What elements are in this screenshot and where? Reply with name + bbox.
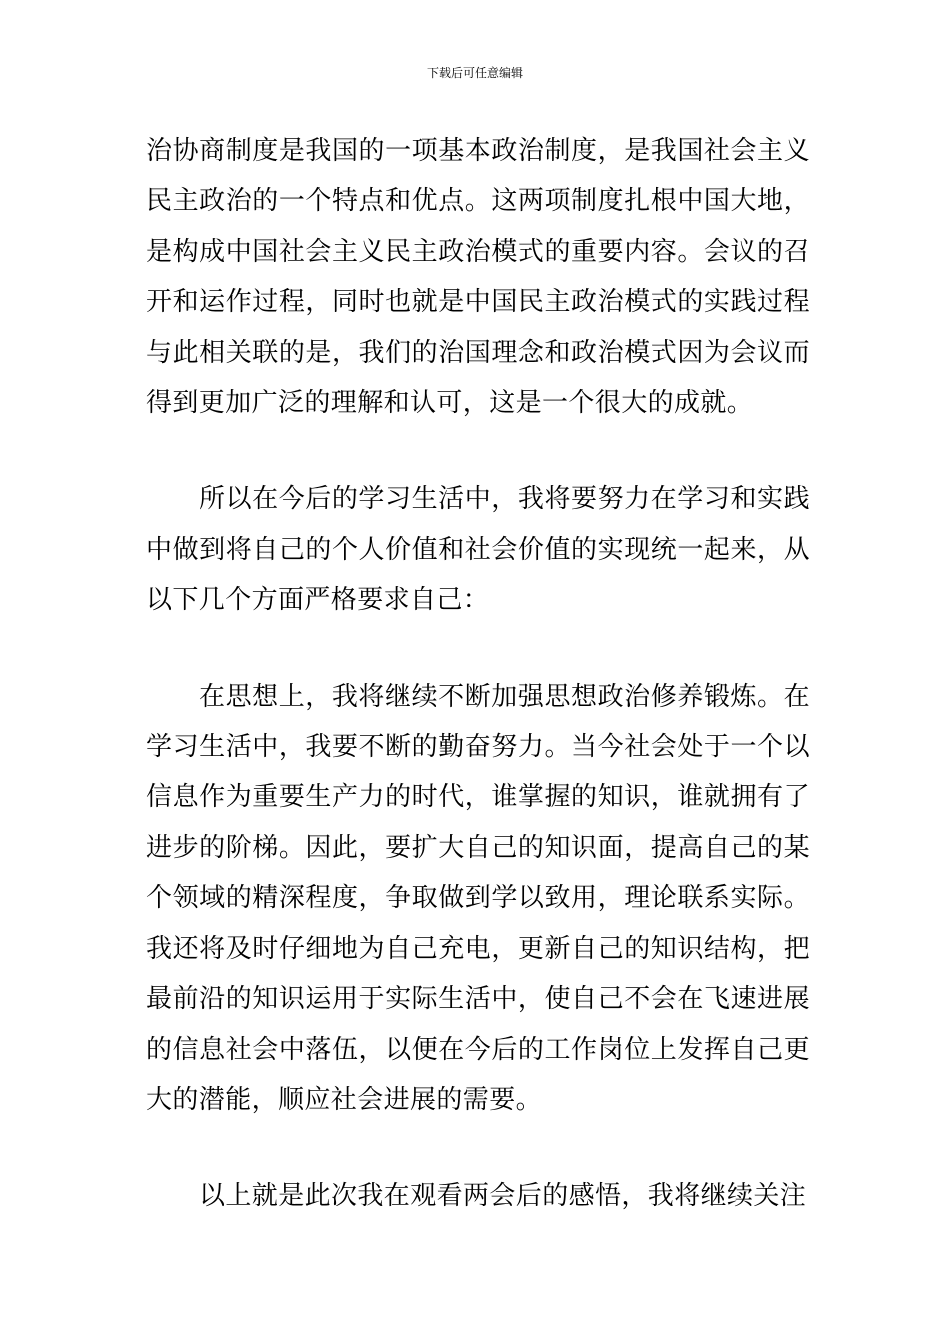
page-header: 下载后可任意编辑 xyxy=(426,66,523,80)
paragraph-1: 治协商制度是我国的一项基本政治制度，是我国社会主义民主政治的一个特点和优点。这两项制度扎根中国大地，是构成中国社会主义民主政治模式的重要内容。会议的召开和运作过程，同时也就是中国民主政治模式的实践过程与此相关联的是，我们的治国理念和政治模式因为会议而得到更加广泛的理解和认可，这是一个很大的成就。 xyxy=(146,136,810,419)
paragraph-2: 所以在今后的学习生活中，我将要努力在学习和实践中做到将自己的个人价值和社会价值的实现统一起来，从以下几个方面严格要求自己： xyxy=(146,484,810,616)
paragraph-4: 以上就是此次我在观看两会后的感悟，我将继续关注 xyxy=(199,1181,807,1212)
document-body xyxy=(146,126,810,1222)
paragraph-3: 在思想上，我将继续不断加强思想政治修养锻炼。在学习生活中，我要不断的勤奋努力。当今社会处于一个以信息作为重要生产力的时代，谁掌握的知识，谁就拥有了进步的阶梯。因此，要扩大自己的知识面，提高自己的某个领域的精深程度，争取做到学以致用，理论联系实际。我还将及时仔细地为自己充电，更新自己的知识结构，把最前沿的知识运用于实际生活中，使自己不会在飞速进展的信息社会中落伍，以便在今后的工作岗位上发挥自己更大的潜能，顺应社会进展的需要。 xyxy=(146,681,810,1115)
